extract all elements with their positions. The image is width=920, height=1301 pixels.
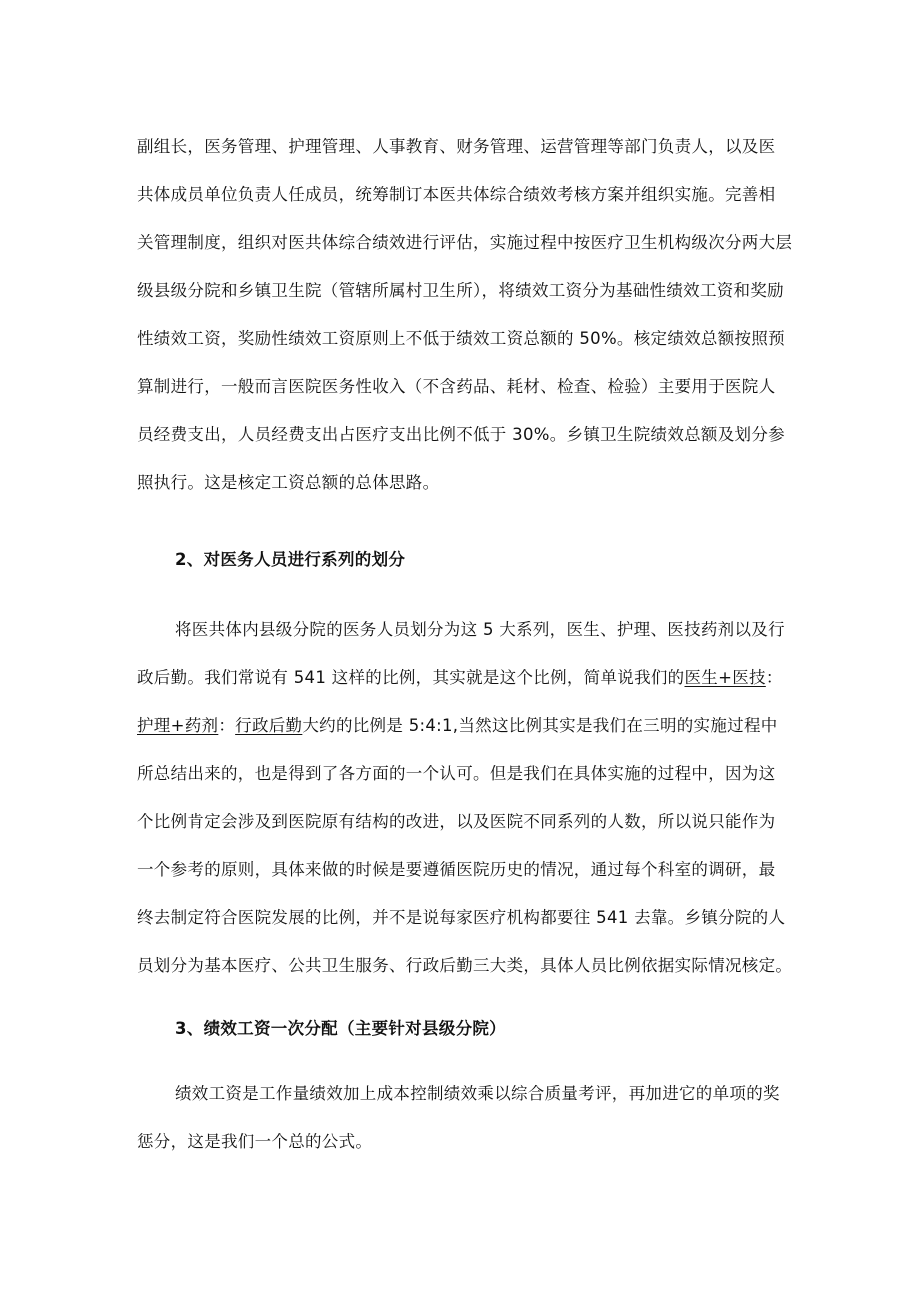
underlined-term: 行政后勤 bbox=[235, 716, 303, 735]
paragraph-line: 惩分，这是我们一个总的公式。 bbox=[137, 1132, 373, 1151]
paragraph-line: 共体成员单位负责人任成员，统筹制订本医共体综合绩效考核方案并组织实施。完善相 bbox=[137, 185, 776, 204]
text-run: ： bbox=[218, 716, 236, 735]
paragraph-line: 员经费支出，人员经费支出占医疗支出比例不低于 30%。乡镇卫生院绩效总额及划分参 bbox=[137, 425, 785, 444]
paragraph-line: 终去制定符合医院发展的比例，并不是说每家医疗机构都要往 541 去靠。乡镇分院的人 bbox=[137, 908, 786, 927]
paragraph-line: 照执行。这是核定工资总额的总体思路。 bbox=[137, 473, 440, 492]
paragraph-line bbox=[137, 668, 783, 688]
paragraph-line: 算制进行，一般而言医院医务性收入（不含药品、耗材、检查、检验）主要用于医院人 bbox=[137, 377, 776, 396]
paragraph-line: 级县级分院和乡镇卫生院（管辖所属村卫生所），将绩效工资分为基础性绩效工资和奖励 bbox=[137, 281, 784, 300]
paragraph-line: 个比例肯定会涉及到医院原有结构的改进，以及医院不同系列的人数，所以说只能作为 bbox=[137, 812, 776, 831]
text-run: 大约的比例是 5:4:1,当然这比例其实是我们在三明的实施过程中 bbox=[302, 716, 778, 735]
underlined-term: 医生+医技 bbox=[684, 668, 766, 687]
text-run: 政后勤。我们常说有 541 这样的比例，其实就是这个比例，简单说我们的 bbox=[137, 668, 685, 687]
paragraph-line: 副组长，医务管理、护理管理、人事教育、财务管理、运营管理等部门负责人，以及医 bbox=[137, 137, 776, 156]
paragraph-line: 一个参考的原则，具体来做的时候是要遵循医院历史的情况，通过每个科室的调研，最 bbox=[137, 860, 776, 879]
paragraph-line: 所总结出来的，也是得到了各方面的一个认可。但是我们在具体实施的过程中，因为这 bbox=[137, 764, 776, 783]
paragraph-line: 关管理制度，组织对医共体综合绩效进行评估，实施过程中按医疗卫生机构级次分两大层 bbox=[137, 233, 793, 252]
paragraph-line: 员划分为基本医疗、公共卫生服务、行政后勤三大类，具体人员比例依据实际情况核定。 bbox=[137, 956, 793, 975]
paragraph-line: 绩效工资是工作量绩效加上成本控制绩效乘以综合质量考评，再加进它的单项的奖 bbox=[175, 1084, 780, 1103]
underlined-term: 护理+药剂 bbox=[137, 716, 219, 735]
section-heading: 3、绩效工资一次分配（主要针对县级分院） bbox=[175, 1019, 506, 1038]
text-run: ： bbox=[765, 668, 783, 687]
paragraph-line: 将医共体内县级分院的医务人员划分为这 5 大系列，医生、护理、医技药剂以及行 bbox=[175, 620, 785, 639]
section-heading: 2、对医务人员进行系列的划分 bbox=[175, 550, 406, 569]
paragraph-line bbox=[137, 716, 778, 736]
paragraph-line: 性绩效工资，奖励性绩效工资原则上不低于绩效工资总额的 50%。核定绩效总额按照预 bbox=[137, 329, 785, 348]
